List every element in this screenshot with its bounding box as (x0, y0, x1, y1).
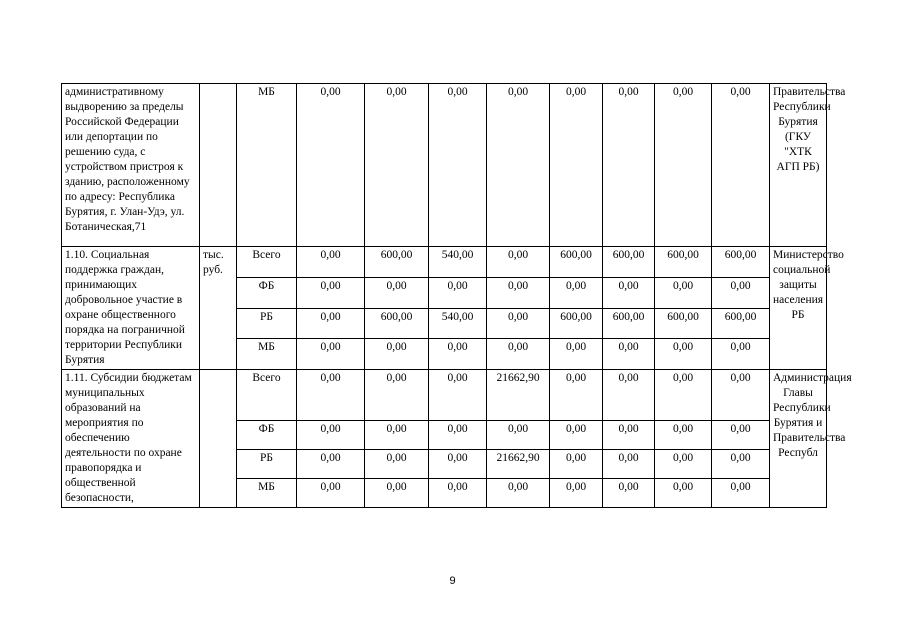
amount-cell: 0,00 (429, 421, 487, 450)
amount-cell: 540,00 (429, 247, 487, 278)
amount-cell: 0,00 (487, 308, 550, 339)
funding-source-cell: ФБ (237, 277, 297, 308)
amount-cell: 21662,90 (487, 450, 550, 479)
amount-cell: 600,00 (365, 247, 429, 278)
amount-cell: 0,00 (712, 84, 770, 247)
activity-name-cell: 1.10. Социальная поддержка граждан, принимающих добровольное участие в охране общественного порядка на пограничной территории Республики Бурятия (62, 247, 200, 370)
amount-cell: 0,00 (365, 421, 429, 450)
funding-source-cell: РБ (237, 450, 297, 479)
amount-cell: 21662,90 (487, 370, 550, 421)
amount-cell: 600,00 (365, 308, 429, 339)
amount-cell: 0,00 (712, 370, 770, 421)
amount-cell: 0,00 (712, 339, 770, 370)
amount-cell: 0,00 (487, 84, 550, 247)
amount-cell: 0,00 (712, 277, 770, 308)
amount-cell: 600,00 (655, 308, 712, 339)
amount-cell: 0,00 (603, 421, 655, 450)
amount-cell: 600,00 (655, 247, 712, 278)
amount-cell: 0,00 (603, 450, 655, 479)
amount-cell: 0,00 (550, 370, 603, 421)
table-row (62, 247, 827, 278)
amount-cell: 0,00 (429, 339, 487, 370)
amount-cell: 0,00 (655, 421, 712, 450)
amount-cell: 0,00 (365, 479, 429, 508)
executor-cell: Министерство социальной защиты населения РБ (770, 247, 827, 370)
amount-cell: 0,00 (655, 370, 712, 421)
activity-name-cell: административному выдворению за пределы Российской Федерации или депортации по решению суда, с устройством пристроя к зданию, расположенному по адресу: Республика Бурятия, г. Улан-Удэ, ул. Ботаническая,71 (62, 84, 200, 247)
amount-cell: 0,00 (487, 247, 550, 278)
amount-cell: 0,00 (712, 421, 770, 450)
funding-source-cell: МБ (237, 84, 297, 247)
unit-cell (200, 370, 237, 508)
amount-cell: 0,00 (550, 277, 603, 308)
amount-cell: 0,00 (550, 479, 603, 508)
amount-cell: 0,00 (297, 84, 365, 247)
amount-cell: 600,00 (550, 308, 603, 339)
amount-cell: 0,00 (550, 450, 603, 479)
amount-cell: 0,00 (550, 84, 603, 247)
amount-cell: 0,00 (655, 479, 712, 508)
amount-cell: 600,00 (603, 308, 655, 339)
budget-table (61, 83, 852, 508)
funding-source-cell: Всего (237, 370, 297, 421)
amount-cell: 0,00 (297, 277, 365, 308)
amount-cell: 0,00 (365, 450, 429, 479)
table-row (62, 370, 827, 421)
executor-cell: Администрация Главы Республики Бурятия и Правительства Республ (770, 370, 827, 508)
amount-cell: 0,00 (429, 277, 487, 308)
amount-cell: 0,00 (550, 339, 603, 370)
activity-name-cell: 1.11. Субсидии бюджетам муниципальных образований на мероприятия по обеспечению деятельности по охране правопорядка и общественной безопасности, (62, 370, 200, 508)
funding-source-cell: МБ (237, 339, 297, 370)
amount-cell: 0,00 (603, 370, 655, 421)
table-body (62, 84, 852, 508)
amount-cell: 0,00 (429, 450, 487, 479)
unit-cell: тыс. руб. (200, 247, 237, 370)
amount-cell: 0,00 (297, 479, 365, 508)
funding-source-cell: МБ (237, 479, 297, 508)
amount-cell: 0,00 (487, 479, 550, 508)
amount-cell: 0,00 (655, 450, 712, 479)
page-number: 9 (449, 575, 456, 587)
amount-cell: 0,00 (297, 370, 365, 421)
amount-cell: 0,00 (487, 421, 550, 450)
amount-cell: 0,00 (365, 339, 429, 370)
amount-cell: 0,00 (603, 277, 655, 308)
amount-cell: 0,00 (655, 277, 712, 308)
amount-cell: 0,00 (297, 308, 365, 339)
amount-cell: 0,00 (712, 450, 770, 479)
amount-cell: 0,00 (297, 339, 365, 370)
amount-cell: 0,00 (655, 339, 712, 370)
amount-cell: 0,00 (550, 421, 603, 450)
funding-source-cell: Всего (237, 247, 297, 278)
table-row (62, 84, 827, 247)
amount-cell: 0,00 (365, 84, 429, 247)
unit-cell (200, 84, 237, 247)
amount-cell: 600,00 (712, 308, 770, 339)
amount-cell: 600,00 (712, 247, 770, 278)
amount-cell: 540,00 (429, 308, 487, 339)
amount-cell: 0,00 (655, 84, 712, 247)
amount-cell: 0,00 (365, 277, 429, 308)
amount-cell: 0,00 (603, 84, 655, 247)
amount-cell: 0,00 (603, 339, 655, 370)
amount-cell: 0,00 (297, 450, 365, 479)
funding-source-cell: ФБ (237, 421, 297, 450)
amount-cell: 0,00 (429, 84, 487, 247)
amount-cell: 0,00 (712, 479, 770, 508)
amount-cell: 0,00 (487, 339, 550, 370)
amount-cell: 600,00 (603, 247, 655, 278)
amount-cell: 0,00 (365, 370, 429, 421)
amount-cell: 0,00 (429, 479, 487, 508)
amount-cell: 0,00 (487, 277, 550, 308)
funding-source-cell: РБ (237, 308, 297, 339)
amount-cell: 0,00 (297, 421, 365, 450)
amount-cell: 0,00 (429, 370, 487, 421)
amount-cell: 600,00 (550, 247, 603, 278)
amount-cell: 0,00 (297, 247, 365, 278)
amount-cell: 0,00 (603, 479, 655, 508)
executor-cell: Правительства Республики Бурятия (ГКУ "ХТК АГП РБ) (770, 84, 827, 247)
